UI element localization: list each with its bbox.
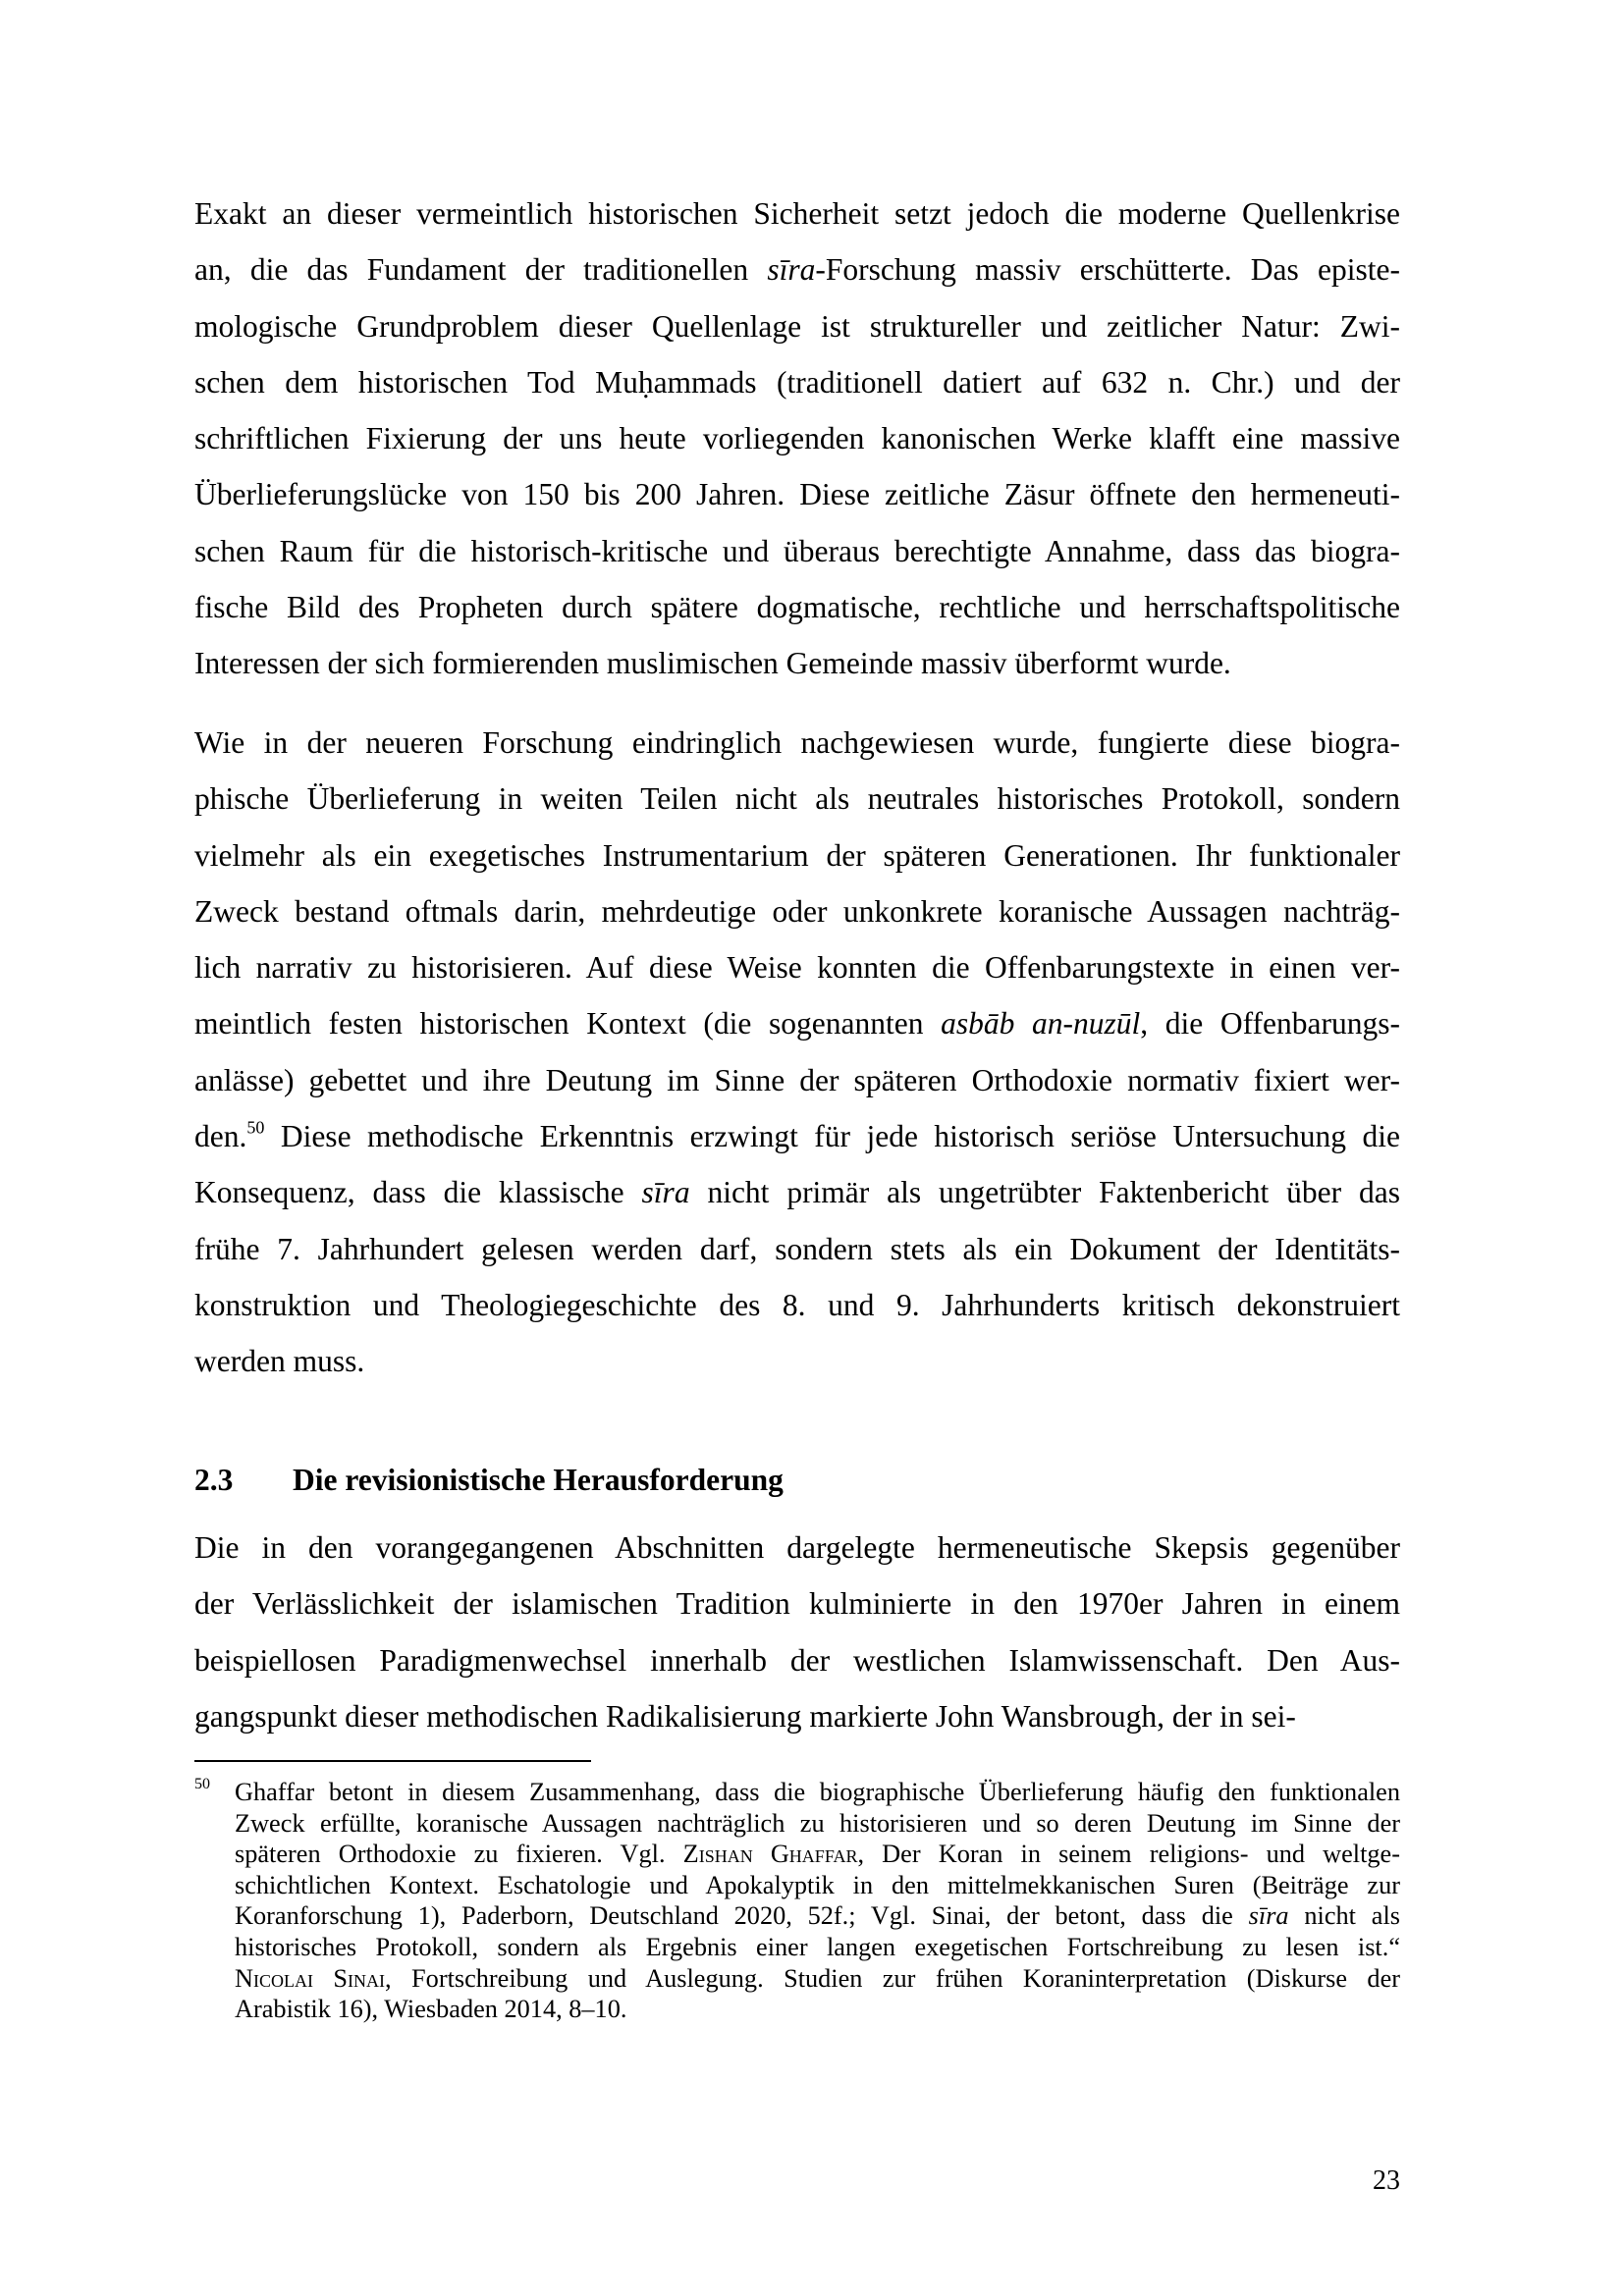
- text-line: Zweck erfüllte, koranische Aussagen nachträglich zu historisieren und so deren Deutung im Sinne der: [235, 1808, 1400, 1838]
- body-paragraph-2: [194, 715, 1400, 1390]
- section-number: 2.3: [194, 1463, 234, 1497]
- text-line: Arabistik 16), Wiesbaden 2014, 8–10.: [235, 1995, 627, 2024]
- text-line: Zweck bestand oftmals darin, mehrdeutige oder unkonkrete koranische Aussagen nachträg-: [194, 893, 1400, 929]
- text-line: Exakt an dieser vermeintlich historischen Sicherheit setzt jedoch die moderne Quellenkrise: [194, 196, 1400, 231]
- text-line: werden muss.: [194, 1344, 365, 1379]
- text-line: meintlich festen historischen Kontext (die sogenannten asbāb an-nuzūl, die Offenbarungs-: [194, 1006, 1400, 1041]
- footnote-marker: 50: [194, 1776, 210, 1792]
- text-line: schriftlichen Fixierung der uns heute vorliegenden kanonischen Werke klafft eine massive: [194, 421, 1400, 456]
- text-line: Die in den vorangegangenen Abschnitten dargelegte hermeneutische Skepsis gegenüber: [194, 1530, 1400, 1565]
- text-line: beispiellosen Paradigmenwechsel innerhalb der westlichen Islamwissenschaft. Den Aus-: [194, 1642, 1400, 1678]
- text-line: späteren Orthodoxie zu fixieren. Vgl. Zishan Ghaffar, Der Koran in seinem religions- und weltge-: [235, 1840, 1400, 1869]
- text-line: Überlieferungslücke von 150 bis 200 Jahren. Diese zeitliche Zäsur öffnete den hermeneuti-: [194, 477, 1400, 512]
- text-line: konstruktion und Theologiegeschichte des 8. und 9. Jahrhunderts kritisch dekonstruiert: [194, 1287, 1400, 1322]
- text-line: an, die das Fundament der traditionellen sīra-Forschung massiv erschütterte. Das episte-: [194, 252, 1400, 288]
- text-line: lich narrativ zu historisieren. Auf diese Weise konnten die Offenbarungstexte in einen ver-: [194, 950, 1400, 986]
- text-line: Konsequenz, dass die klassische sīra nicht primär als ungetrübter Faktenbericht über das: [194, 1175, 1400, 1210]
- section-title: Die revisionistische Herausforderung: [293, 1463, 784, 1497]
- footnote-50: [194, 1777, 1400, 2025]
- italic-term: asbāb an-nuzūl: [941, 1006, 1141, 1041]
- text-line: fische Bild des Propheten durch spätere dogmatische, rechtliche und herrschaftspolitische: [194, 590, 1400, 625]
- author-name: Nicolai Sinai: [235, 1963, 386, 1993]
- text-line: schen dem historischen Tod Muḥammads (traditionell datiert auf 632 n. Chr.) und der: [194, 364, 1400, 400]
- text-line: Interessen der sich formierenden muslimischen Gemeinde massiv überformt wurde.: [194, 646, 1231, 681]
- footnote-separator: [194, 1760, 591, 1762]
- text-line: der Verlässlichkeit der islamischen Tradition kulminierte in den 1970er Jahren in einem: [194, 1586, 1400, 1622]
- text-line: gangspunkt dieser methodischen Radikalisierung markierte John Wansbrough, der in sei-: [194, 1698, 1296, 1734]
- author-name: Zishan Ghaffar: [682, 1840, 858, 1869]
- body-paragraph-1: [194, 186, 1400, 692]
- body-paragraph-3: [194, 1520, 1400, 1744]
- text-line: schen Raum für die historisch-kritische und überaus berechtigte Annahme, dass das biogra-: [194, 533, 1400, 568]
- text-line: anlässe) gebettet und ihre Deutung im Sinne der späteren Orthodoxie normativ fixiert wer-: [194, 1062, 1400, 1097]
- italic-term: sīra: [641, 1175, 690, 1210]
- text-line: mologische Grundproblem dieser Quellenlage ist struktureller und zeitlicher Natur: Zwi-: [194, 308, 1400, 344]
- italic-term: sīra: [767, 252, 816, 288]
- text-line: Koranforschung 1), Paderborn, Deutschland 2020, 52f.; Vgl. Sinai, der betont, dass die sīra nicht als: [235, 1901, 1400, 1931]
- text-line: historisches Protokoll, sondern als Ergebnis einer langen exegetischen Fortschreibung zu lesen ist.“: [235, 1932, 1400, 1961]
- page-number: 23: [1373, 2165, 1400, 2196]
- section-heading: [194, 1451, 1400, 1510]
- text-line: den.$^{50}$ Diese methodische Erkenntnis erzwingt für jede historisch seriöse Untersuchung die: [194, 1117, 1400, 1154]
- text-line: phische Überlieferung in weiten Teilen nicht als neutrales historisches Protokoll, sondern: [194, 781, 1400, 817]
- text-line: vielmehr als ein exegetisches Instrumentarium der späteren Generationen. Ihr funktionaler: [194, 837, 1400, 873]
- text-line: Ghaffar betont in diesem Zusammenhang, dass die biographische Überlieferung häufig den funktionalen: [235, 1778, 1400, 1806]
- italic-term: sīra: [1248, 1901, 1289, 1931]
- text-line: schichtlichen Kontext. Eschatologie und Apokalyptik in den mittelmekkanischen Suren (Beiträge zur: [235, 1870, 1400, 1899]
- text-line: frühe 7. Jahrhundert gelesen werden darf, sondern stets als ein Dokument der Identitäts-: [194, 1231, 1400, 1266]
- footnote-text: [235, 1777, 1400, 2025]
- text-line: Wie in der neueren Forschung eindringlich nachgewiesen wurde, fungierte diese biogra-: [194, 725, 1400, 760]
- footnote-reference: 50: [246, 1117, 265, 1138]
- text-line: Nicolai Sinai, Fortschreibung und Auslegung. Studien zur frühen Koraninterpretation (Diskurse der: [235, 1963, 1400, 1993]
